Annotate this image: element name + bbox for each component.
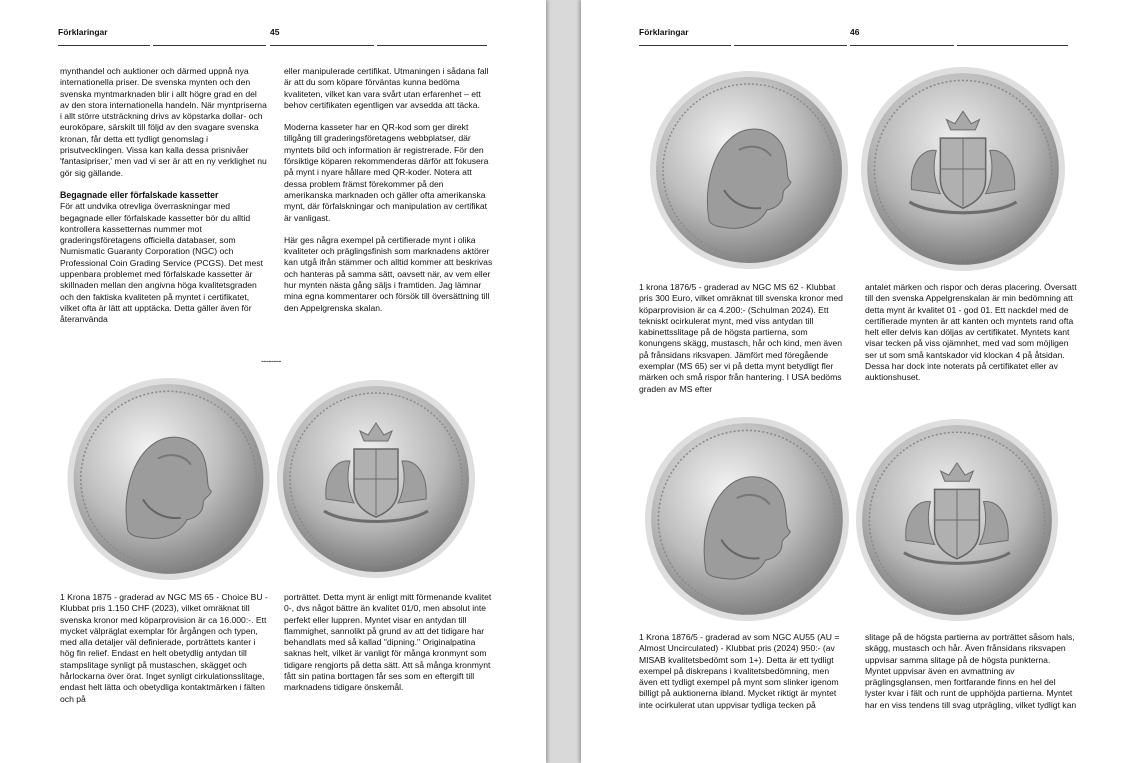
coin-caption: antalet märken och rispor och deras placering. Översatt till den svenska Appelgrenskalan är min bedömning att detta mynt är kvalitet 01 - god 01. Ett nackdel med de certifierade mynten är att kanten och myntets rand ofta helt eller delvis kan döljas av certifikatet. Myntets kant visar tecken på viss ojämnhet, med vad som möjligen ser ut som små kantskador vid klockan 4 på åtsidan. Dessa har dock inte noterats på certifikatet eller av auktionshuset. [865, 282, 1077, 383]
coin-caption: 1 krona 1876/5 - graderad av NGC MS 62 - Klubbat pris 300 Euro, vilket omräknat till svenska kronor med köparprovision är ca 4.200:- (Schulman 2024). Ett tekniskt ocirkulerat mynt, med viss antydan till kabinettsslitage på de högsta partierna, som konungens skägg, mustasch, hår och kind, men även på frånsidans riksvapen. Jämfört med föregående exemplar (MS 65) ser vi på detta mynt betydligt fler märken och små rispor från hantering. I USA bedöms graden av MS efter [639, 282, 843, 394]
caption-column-2 [865, 632, 1077, 711]
coin-caption: 1 Krona 1876/5 - graderad av som NGC AU55 (AU = Almost Uncirculated) - Klubbat pris (2024) 950:- (av MISAB kvalitetsbedömt som 1+). Detta är ett tydligt exempel på diskrepans i kvalitetsbedömning, men även ett tydligt exempel på mynt som slinker igenom billigt på auktionerna ibland. Mycket riktigt är myntet inte ocirkulerat utan uppvisar tydliga tecken på [639, 632, 840, 710]
right-page [581, 0, 1127, 763]
coin-reverse-image [274, 379, 478, 579]
caption-column-1 [639, 632, 849, 711]
caption-column-1 [60, 592, 270, 705]
caption-column-1 [639, 282, 849, 395]
separator: -------- [261, 356, 281, 366]
header-rule [850, 45, 954, 46]
coin-reverse-image [858, 66, 1068, 272]
header-rule [734, 45, 847, 46]
paragraph: eller manipulerade certifikat. Utmaningen i sådana fall är att du som köpare förväntas kunna bedöma kvaliteten, vilket kan vara svårt utan erfarenhet – ett behov certifikaten egentligen var avsedda att täcka. [284, 66, 489, 110]
caption-column-2 [865, 282, 1077, 384]
header-rule [957, 45, 1068, 46]
coin-caption: slitage på de högsta partierna av porträttet såsom hals, skägg, mustasch och hår. Även frånsidans riksvapen uppvisar samma slitage på de högsta punkterna. Myntet uppvisar även en avmattning av präglingsglansen, men fortfarande finns en hel del lyster kvar i fält och runt de upphöjda partierna. Myntet har en viss tendens till svag utprägling, vilket tydligt kan [865, 632, 1077, 710]
header-rule [153, 45, 266, 46]
coin-obverse-image [63, 377, 274, 581]
section-heading: Begagnade eller förfalskade kassetter [60, 189, 219, 200]
text-column-2 [284, 66, 494, 325]
page-number: 46 [850, 27, 860, 37]
header-rule [377, 45, 487, 46]
page-number: 45 [270, 27, 280, 37]
coin-caption: 1 Krona 1875 - graderad av NGC MS 65 - Choice BU - Klubbat pris 1.150 CHF (2023), vilket omräknat till svenska kronor med köparprovision är ca 16.000:-. Ett mycket välpräglat exemplar för årgången och typen, med alla detaljer väl definierade, porträttets kanter i hög fin relief. Endast en helt obetydlig antydan till stampslitage synligt på mustaschen, skägget och hårlockarna över örat. Inget synligt cirkulationsslitage, endast helt lätta och obetydliga kontaktmärken i fälten och på [60, 592, 268, 704]
coin-caption: porträttet. Detta mynt är enligt mitt förmenande kvalitet 0-, dvs något bättre än kvalitet 01/0, men absolut inte perfekt eller luppren. Myntet visar en antydan till flammighet, sannolikt på grund av att det tidigare har behandlats med så kallad "dipning." Originalpatina saknas helt, vilket är vanligt för många kronmynt som tidigare rengjorts på detta sätt. Att så många kronmynt fått sin patina borttagen får ses som en eftergift till marknadens tidigare önskemål. [284, 592, 492, 693]
header-rule [639, 45, 731, 46]
paragraph: Här ges några exempel på certifierade mynt i olika kvaliteter och präglingsfinish som marknadens aktörer kan utgå ifrån stämmer och alltid kommer att beskrivas och hanteras på samma sätt, oavsett när, av vem eller hur mynten nästa gång säljs i framtiden. Jag lämnar mina egna kommentarer och försök till översättning till den Appelgrenska skalan. [284, 234, 493, 313]
coin-reverse-image [854, 418, 1060, 622]
section-header: Förklaringar [58, 27, 108, 37]
section-header: Förklaringar [639, 27, 689, 37]
header-rule [58, 45, 150, 46]
paragraph: mynthandel och auktioner och därmed uppnå nya internationella priser. De svenska mynten och den svenska myntmarknaden blir i allt högre grad en del av den stora internationella handeln. När myntpriserna i allt större utsträckning drivs av köpstarka dollar- och euroköpare, särskilt till följd av den svagare svenska kronan, får detta ett tydligt genomslag i prisutvecklingen. Vissa kan kalla dessa prisnivåer 'fantasipriser,' men vad vi ser är att en ny verklighet nu gör sig gällande. [60, 66, 267, 178]
text-column-1 [60, 66, 268, 326]
header-rule [270, 45, 374, 46]
left-page [0, 0, 546, 763]
coin-obverse-image [643, 416, 851, 622]
caption-column-2 [284, 592, 496, 694]
coin-obverse-image [649, 68, 849, 272]
paragraph: För att undvika otrevliga överraskningar med begagnade eller förfalskade kassetter bör du alltid kontrollera kassetternas nummer mot graderingsföretagens officiella databaser, som Numismatic Guaranty Corporation (NGC) och Professional Coin Grading Service (PCGS). Det mest uppenbara problemet med förfalskade kassetter är skillnaden mellan den angivna höga kvalitetsgraden och den faktiska kvaliteten på myntet i certifikatet, vilket ofta är lätt att upptäcka. Detta gäller även för återanvända [60, 201, 263, 325]
paragraph: Moderna kasseter har en QR-kod som ger direkt tillgång till graderingsföretagens webbplatser, där myntets bild och information är registrerade. För den försiktige köparen rekommenderas därför att fokusera på mynt i nyare hållare med QR-koder. Notera att dessa problem främst förekommer på den amerikanska marknaden och gäller ofta amerikanska mynt, där förfalskningar och manipulation av certifikat är vanligast. [284, 122, 489, 223]
